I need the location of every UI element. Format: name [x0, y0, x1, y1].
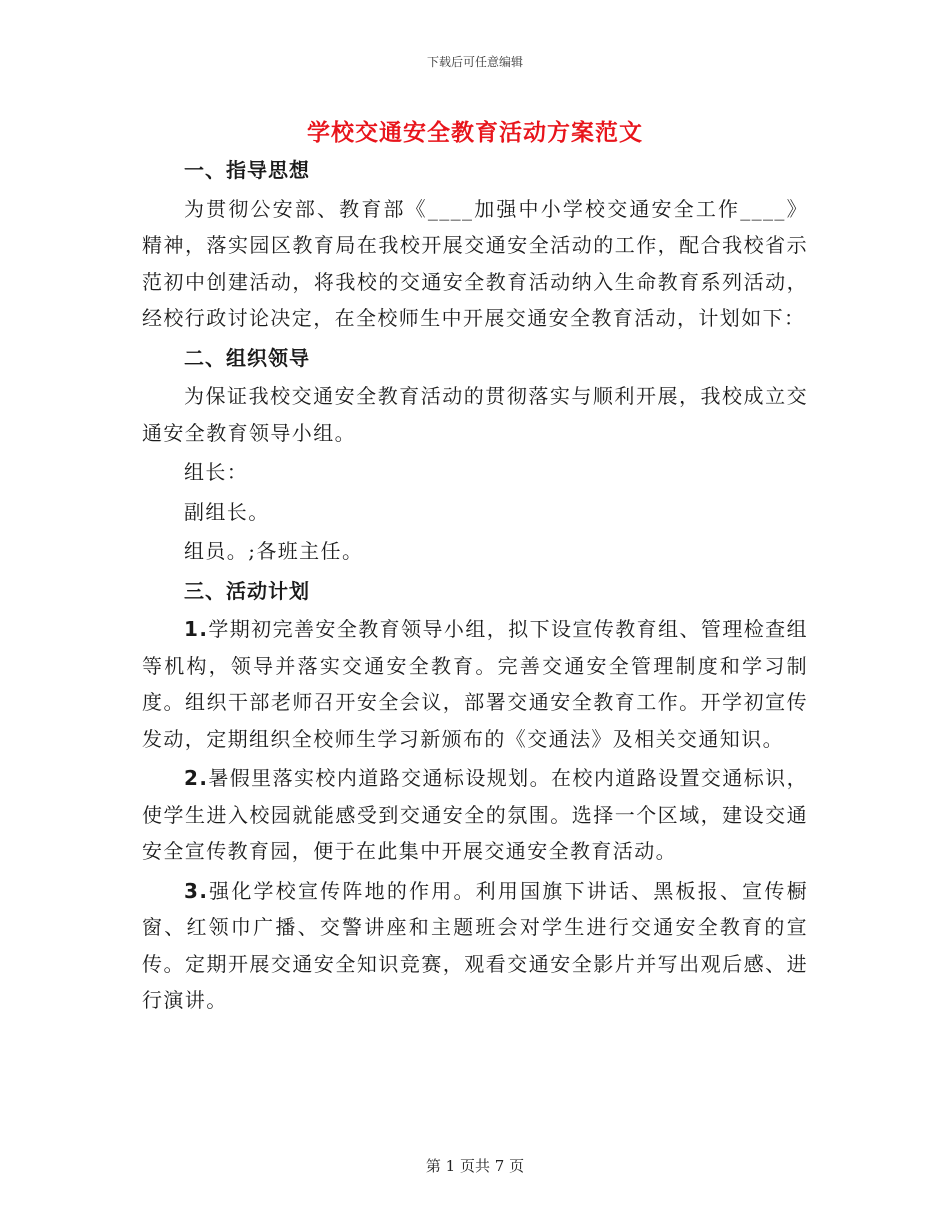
- document-title: 学校交通安全教育活动方案范文: [307, 119, 643, 146]
- header-note: 下载后可任意编辑: [426, 55, 523, 69]
- section-heading-guiding-ideology: 一、指导思想: [184, 158, 310, 182]
- section-heading-organization: 二、组织领导: [184, 345, 310, 370]
- plan-item-1: [142, 611, 808, 757]
- members-line: 组员。;各班主任。: [184, 539, 364, 563]
- leader-line: 组长：: [184, 460, 249, 484]
- document-body: [142, 150, 808, 1022]
- paragraph-guiding-ideology: 为贯彻公安部、教育部《____加强中小学校交通安全工作____》精神，落实园区教育局在我校开展交通安全活动的工作，配合我校省示范初中创建活动，将我校的交通安全教育活动纳入生命教育系列活动，经校行政讨论决定，在全校师生中开展交通安全教育活动，计划如下：: [142, 196, 808, 330]
- paragraph-organization: 为保证我校交通安全教育活动的贯彻落实与顺利开展，我校成立交通安全教育领导小组。: [142, 384, 808, 445]
- plan-item-text: 暑假里落实校内道路交通标设规划。在校内道路设置交通标识，使学生进入校园就能感受到交通安全的氛围。选择一个区域，建设交通安全宣传教育园，便于在此集中开展交通安全教育活动。: [142, 766, 808, 863]
- section-heading-activity-plan: 三、活动计划: [184, 578, 310, 603]
- plan-item-text: 强化学校宣传阵地的作用。利用国旗下讲话、黑板报、宣传橱窗、红领巾广播、交警讲座和主题班会对学生进行交通安全教育的宣传。定期开展交通安全知识竞赛，观看交通安全影片并写出观后感、进行演讲。: [142, 878, 808, 1012]
- plan-item-2: [142, 760, 808, 870]
- plan-item-3: [142, 873, 808, 1019]
- vice-leader-line: 副组长。: [184, 499, 270, 524]
- plan-item-text: 学期初完善安全教育领导小组，拟下设宣传教育组、管理检查组等机构，领导并落实交通安全教育。完善交通安全管理制度和学习制度。组织干部老师召开安全会议，部署交通安全教育工作。开学初宣传发动，定期组织全校师生学习新颁布的《交通法》及相关交通知识。: [142, 617, 808, 751]
- plan-item-number: 2.: [184, 766, 209, 790]
- plan-item-number: 3.: [184, 878, 209, 903]
- page-footer: 第 1 页共 7 页: [425, 1157, 525, 1175]
- plan-item-number: 1.: [184, 617, 209, 641]
